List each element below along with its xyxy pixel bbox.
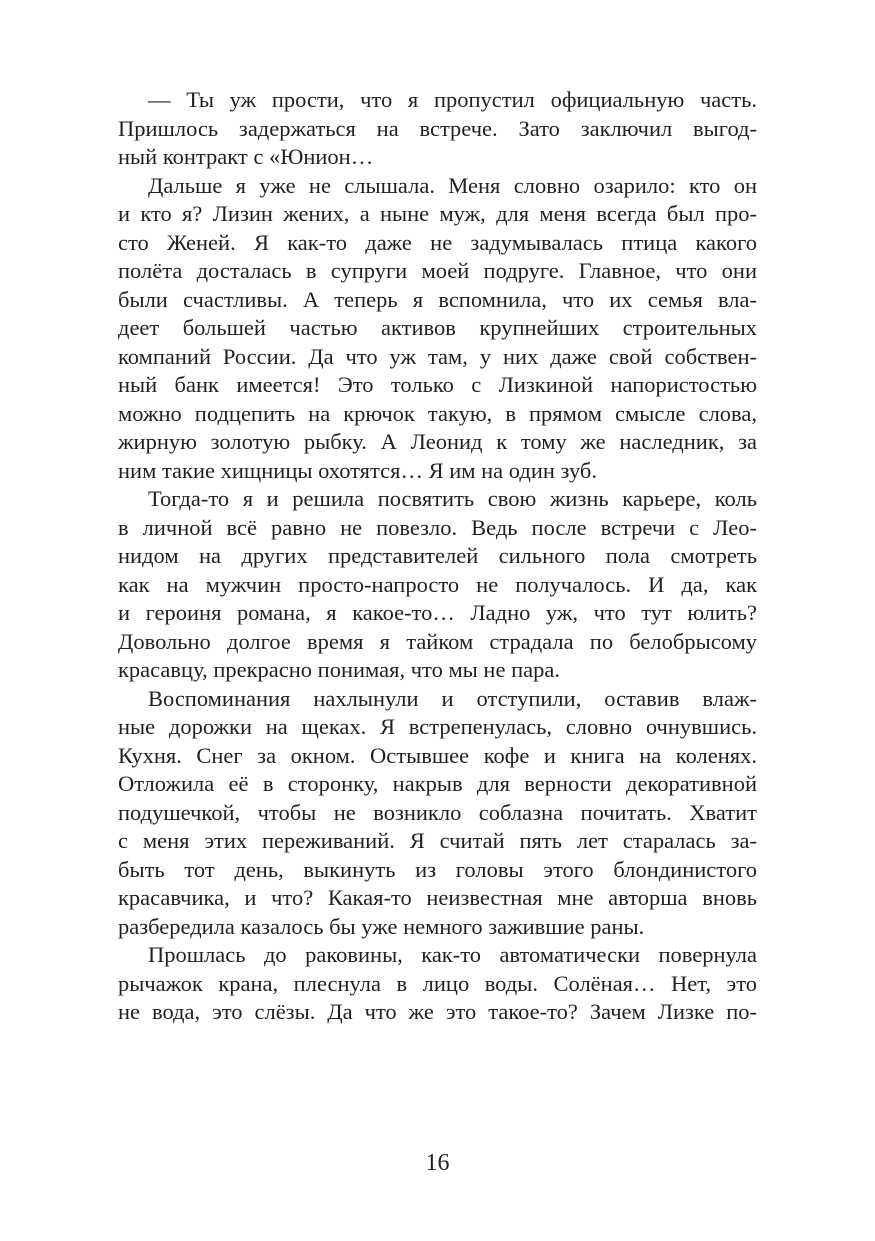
body-text — [118, 86, 757, 1027]
text-line: — Ты уж прости, что я пропустил официальную часть. — [148, 87, 757, 112]
text-line: как на мужчин просто-напросто не получалось. И да, как — [118, 571, 757, 597]
text-line: разбередила казалось бы уже немного зажившие раны. — [118, 913, 645, 939]
text-line: Тогда-то я и решила посвятить свою жизнь карьере, коль — [148, 486, 757, 511]
text-line: Отложила её в сторонку, накрыв для верности декоративной — [118, 771, 757, 796]
paragraph — [118, 172, 757, 486]
text-line: в личной всё равно не повезло. Ведь после встречи с Лео- — [118, 514, 757, 540]
text-line: и героиня романа, я какое-то… Ладно уж, что тут юлить? — [118, 600, 757, 625]
text-line: подушечкой, чтобы не возникло соблазна почитать. Хватит — [118, 799, 757, 825]
text-line: ный банк имеется! Это только с Лизкиной напористостью — [118, 372, 757, 397]
text-line: ные дорожки на щеках. Я встрепенулась, словно очнувшись. — [118, 714, 757, 739]
text-line: компаний России. Да что уж там, у них даже свой собствен- — [118, 343, 757, 369]
text-line: с меня этих переживаний. Я считай пять лет старалась за- — [118, 828, 757, 853]
text-line: и кто я? Лизин жених, а ныне муж, для меня всегда был про- — [118, 201, 757, 226]
text-line: красавчика, и что? Какая-то неизвестная мне авторша вновь — [118, 885, 757, 910]
text-line: Пришлось задержаться на встрече. Зато заключил выгод- — [118, 115, 757, 141]
paragraph — [118, 86, 757, 172]
page-number: 16 — [425, 1150, 450, 1176]
text-line: сто Женей. Я как-то даже не задумывалась птица какого — [118, 229, 757, 255]
text-line: Дальше я уже не слышала. Меня словно озарило: кто он — [148, 172, 757, 198]
text-line: ный контракт с «Юнион… — [118, 144, 374, 169]
text-line: Довольно долгое время я тайком страдала по белобрысому — [118, 628, 757, 654]
text-line: Кухня. Снег за окном. Остывшее кофе и книга на коленях. — [118, 742, 757, 768]
text-line: Воспоминания нахлынули и отступили, оставив влаж- — [148, 685, 757, 711]
text-line: деет большей частью активов крупнейших строительных — [118, 315, 757, 340]
text-line: Прошлась до раковины, как-то автоматически повернула — [148, 942, 757, 967]
text-line: жирную золотую рыбку. А Леонид к тому же наследник, за — [118, 429, 757, 454]
text-line: были счастливы. А теперь я вспомнила, что их семья вла- — [118, 286, 757, 312]
text-line: полёта досталась в супруги моей подруге. Главное, что они — [118, 258, 757, 283]
text-line: рычажок крана, плеснула в лицо воды. Солёная… Нет, это — [118, 970, 757, 996]
text-line: быть тот день, выкинуть из головы этого блондинистого — [118, 856, 757, 882]
text-line: не вода, это слёзы. Да что же это такое-то? Зачем Лизке по- — [118, 999, 757, 1024]
paragraph — [118, 685, 757, 942]
text-line: ним такие хищницы охотятся… Я им на один зуб. — [118, 457, 597, 483]
text-line: можно подцепить на крючок такую, в прямом смысле слова, — [118, 400, 757, 426]
paragraph — [118, 485, 757, 685]
paragraph — [118, 941, 757, 1027]
text-line: нидом на других представителей сильного пола смотреть — [118, 543, 757, 568]
text-line: красавцу, прекрасно понимая, что мы не пара. — [118, 657, 560, 682]
